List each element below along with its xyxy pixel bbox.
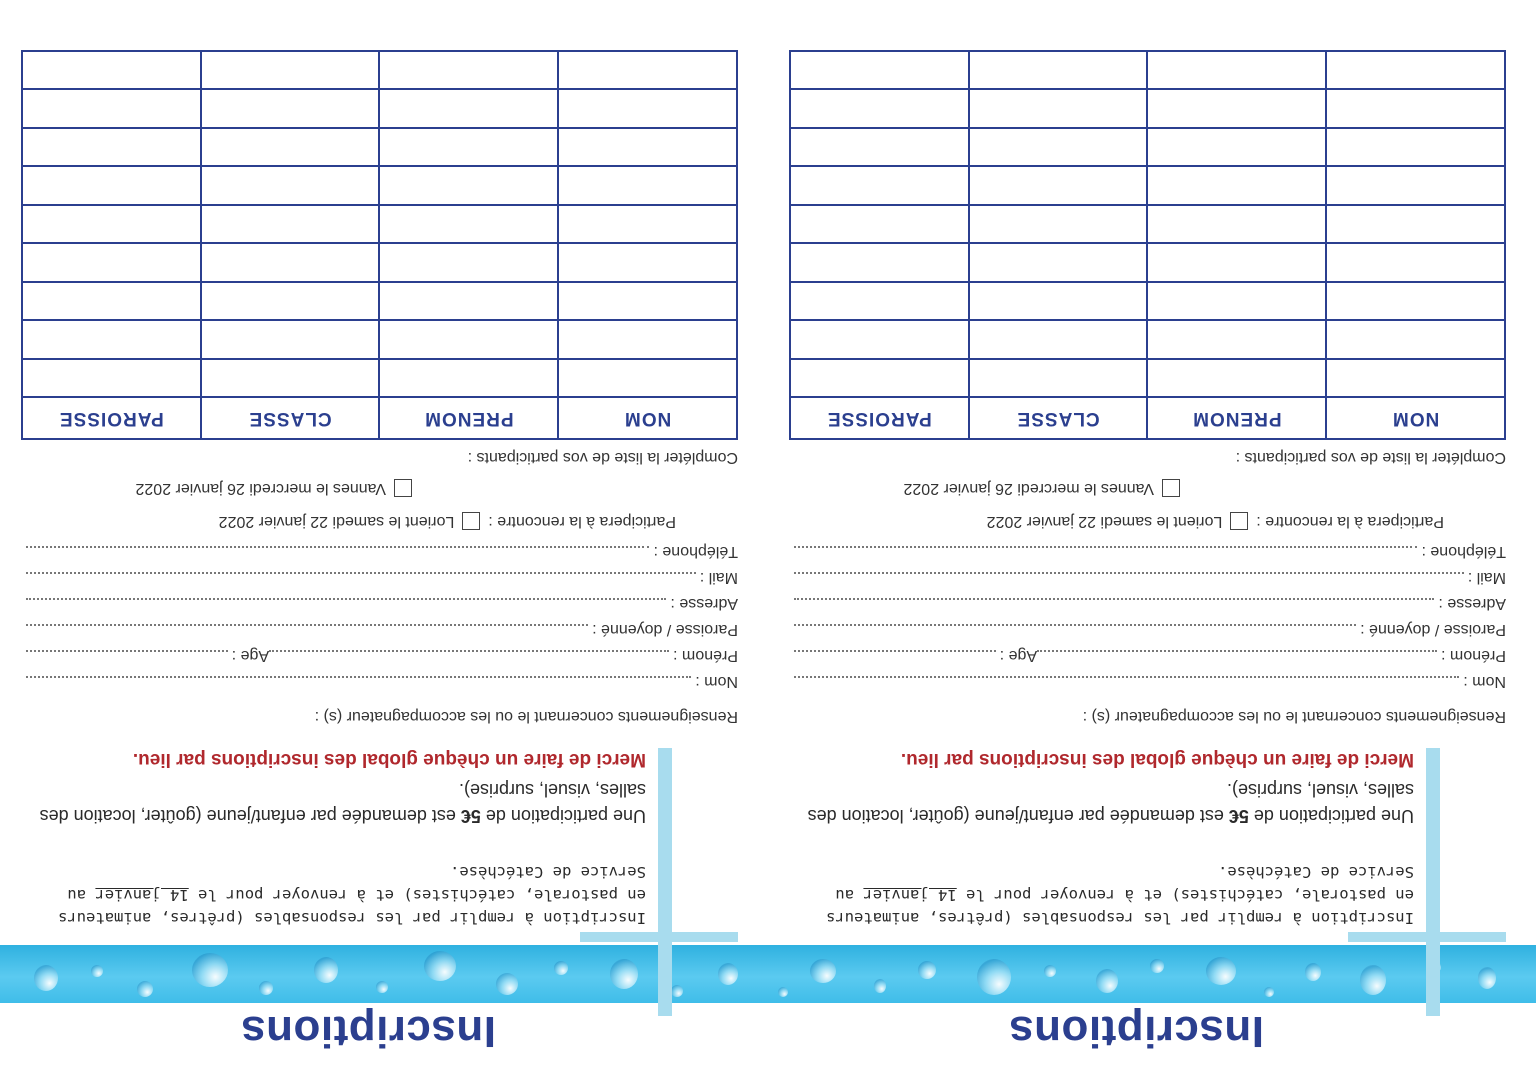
participant-cell[interactable] (201, 90, 380, 128)
fee-amount: 5€ (460, 806, 481, 826)
participants-table (21, 50, 738, 440)
participant-cell[interactable] (1326, 282, 1505, 320)
adresse-field[interactable]: Adresse : (794, 594, 1506, 614)
participant-cell[interactable] (380, 320, 559, 358)
participant-cell[interactable] (22, 359, 201, 397)
fee-amount: 5€ (1228, 806, 1249, 826)
participant-cell[interactable] (790, 90, 969, 128)
participant-row (790, 51, 1505, 90)
participant-cell[interactable] (380, 90, 559, 128)
participant-cell[interactable] (790, 51, 969, 90)
nom-field[interactable]: Nom : (26, 672, 738, 692)
deadline-date: 14 janvier (863, 886, 957, 904)
participant-cell[interactable] (790, 166, 969, 204)
card-title: Inscriptions (1008, 1007, 1264, 1056)
participant-cell[interactable] (1326, 320, 1505, 358)
participant-cell[interactable] (969, 128, 1148, 166)
participant-row (22, 243, 737, 281)
participant-cell[interactable] (1148, 51, 1327, 90)
participant-row (22, 205, 737, 243)
water-drops-banner (0, 945, 768, 1003)
vannes-checkbox[interactable] (394, 479, 412, 497)
participant-cell[interactable] (380, 166, 559, 204)
participant-row (22, 320, 737, 358)
participant-cell[interactable] (969, 243, 1148, 281)
registration-card-1 (768, 0, 1536, 1086)
participant-cell[interactable] (22, 205, 201, 243)
mail-field[interactable]: Mail : (26, 568, 738, 588)
participant-cell[interactable] (201, 128, 380, 166)
participant-cell[interactable] (969, 359, 1148, 397)
col-prenom: PRENOM (380, 397, 559, 439)
prenom-field[interactable]: Prénom : Age : (26, 646, 738, 666)
water-drops-banner (768, 945, 1536, 1003)
participant-cell[interactable] (1326, 166, 1505, 204)
participant-cell[interactable] (201, 359, 380, 397)
participant-cell[interactable] (1326, 128, 1505, 166)
col-prenom: PRENOM (1148, 397, 1327, 439)
col-nom: NOM (558, 397, 737, 439)
participant-cell[interactable] (969, 90, 1148, 128)
cross-horizontal-bar (1348, 932, 1506, 942)
participant-cell[interactable] (1148, 166, 1327, 204)
telephone-field[interactable]: Téléphone : (26, 542, 738, 562)
participant-cell[interactable] (969, 166, 1148, 204)
participant-row (22, 359, 737, 397)
age-label: Age : (999, 647, 1038, 664)
participant-row (790, 359, 1505, 397)
merci-notice: Merci de faire un chèque global des inscriptions par lieu. (132, 749, 646, 770)
participant-cell[interactable] (1148, 282, 1327, 320)
participant-cell[interactable] (558, 166, 737, 204)
participant-cell[interactable] (22, 282, 201, 320)
participant-cell[interactable] (22, 320, 201, 358)
participant-cell[interactable] (558, 282, 737, 320)
participant-row (790, 166, 1505, 204)
participant-cell[interactable] (380, 128, 559, 166)
participant-cell[interactable] (1326, 51, 1505, 90)
completer-label: Compléter la liste de vos participants : (467, 449, 738, 466)
col-paroisse: PAROISSE (790, 397, 969, 439)
cross-vertical-bar (1426, 748, 1440, 1016)
participant-cell[interactable] (22, 166, 201, 204)
telephone-field[interactable]: Téléphone : (794, 542, 1506, 562)
participant-cell[interactable] (1326, 243, 1505, 281)
participant-row (790, 282, 1505, 320)
col-paroisse: PAROISSE (22, 397, 201, 439)
participant-cell[interactable] (22, 51, 201, 90)
participant-row (790, 320, 1505, 358)
card-title: Inscriptions (240, 1007, 496, 1056)
cross-vertical-bar (658, 748, 672, 1016)
participant-cell[interactable] (558, 51, 737, 90)
participant-cell[interactable] (380, 243, 559, 281)
participant-cell[interactable] (790, 205, 969, 243)
participant-cell[interactable] (1326, 205, 1505, 243)
participant-cell[interactable] (201, 282, 380, 320)
adresse-field[interactable]: Adresse : (26, 594, 738, 614)
participera-row: Participera à la rencontre : Lorient le samedi 22 janvier 2022 (986, 513, 1444, 530)
cross-horizontal-bar (580, 932, 738, 942)
participant-row (22, 166, 737, 204)
participant-cell[interactable] (201, 205, 380, 243)
participant-cell[interactable] (790, 243, 969, 281)
participant-cell[interactable] (969, 51, 1148, 90)
participant-row (790, 90, 1505, 128)
lorient-checkbox[interactable] (462, 512, 480, 530)
participant-row (790, 243, 1505, 281)
participant-cell[interactable] (790, 359, 969, 397)
participant-cell[interactable] (1326, 359, 1505, 397)
participant-row (22, 128, 737, 166)
participant-cell[interactable] (969, 320, 1148, 358)
participant-cell[interactable] (1148, 320, 1327, 358)
fee-text: Une participation de 5€ est demandée par enfant/jeune (goûter, location des salles, visuel, surprise). (39, 780, 646, 826)
col-classe: CLASSE (969, 397, 1148, 439)
participant-cell[interactable] (1148, 359, 1327, 397)
prenom-field[interactable]: Prénom : Age : (794, 646, 1506, 666)
nom-field[interactable]: Nom : (794, 672, 1506, 692)
participant-cell[interactable] (22, 128, 201, 166)
participant-cell[interactable] (201, 320, 380, 358)
mail-field[interactable]: Mail : (794, 568, 1506, 588)
participant-row (22, 90, 737, 128)
participant-cell[interactable] (790, 320, 969, 358)
participant-cell[interactable] (380, 205, 559, 243)
participant-cell[interactable] (201, 243, 380, 281)
participant-cell[interactable] (558, 243, 737, 281)
completer-label: Compléter la liste de vos participants : (1235, 449, 1506, 466)
renseignements-heading: Renseignements concernant le ou les accompagnateur (s) : (1082, 708, 1506, 725)
col-classe: CLASSE (201, 397, 380, 439)
intro-text: Inscription à remplir par les responsables (prêtres, animateurs en pastorale, catéchistes) et à renvoyer pour le 14 janvier au Service de Catéchèse. (58, 863, 646, 927)
vannes-row: Vannes le mercredi 26 janvier 2022 (135, 479, 420, 497)
participant-cell[interactable] (969, 282, 1148, 320)
col-nom: NOM (1326, 397, 1505, 439)
participant-cell[interactable] (1148, 243, 1327, 281)
participant-cell[interactable] (380, 51, 559, 90)
paroisse-field[interactable]: Paroisse / doyenné : (26, 620, 738, 640)
participant-cell[interactable] (558, 128, 737, 166)
participant-cell[interactable] (1148, 205, 1327, 243)
participant-cell[interactable] (1148, 128, 1327, 166)
paroisse-field[interactable]: Paroisse / doyenné : (794, 620, 1506, 640)
merci-notice: Merci de faire un chèque global des inscriptions par lieu. (900, 749, 1414, 770)
fee-text: Une participation de 5€ est demandée par enfant/jeune (goûter, location des salles, visuel, surprise). (807, 780, 1414, 826)
intro-text: Inscription à remplir par les responsables (prêtres, animateurs en pastorale, catéchistes) et à renvoyer pour le 14 janvier au Service de Catéchèse. (826, 863, 1414, 927)
participant-row (790, 205, 1505, 243)
vannes-row: Vannes le mercredi 26 janvier 2022 (903, 479, 1188, 497)
age-label: Age : (231, 647, 270, 664)
participant-cell[interactable] (1148, 90, 1327, 128)
participant-cell[interactable] (558, 320, 737, 358)
participants-table (789, 50, 1506, 440)
participant-cell[interactable] (1326, 90, 1505, 128)
participant-cell[interactable] (558, 205, 737, 243)
participant-cell[interactable] (201, 166, 380, 204)
participant-cell[interactable] (558, 90, 737, 128)
participant-cell[interactable] (22, 90, 201, 128)
vannes-checkbox[interactable] (1162, 479, 1180, 497)
participant-cell[interactable] (380, 359, 559, 397)
participant-cell[interactable] (201, 51, 380, 90)
participant-row (22, 282, 737, 320)
deadline-date: 14 janvier (95, 886, 189, 904)
participant-cell[interactable] (558, 359, 737, 397)
participera-row: Participera à la rencontre : Lorient le samedi 22 janvier 2022 (218, 513, 676, 530)
renseignements-heading: Renseignements concernant le ou les accompagnateur (s) : (314, 708, 738, 725)
participant-cell[interactable] (969, 205, 1148, 243)
participant-cell[interactable] (790, 282, 969, 320)
lorient-checkbox[interactable] (1230, 512, 1248, 530)
participant-row (22, 51, 737, 90)
participant-cell[interactable] (22, 243, 201, 281)
participant-cell[interactable] (380, 282, 559, 320)
participant-cell[interactable] (790, 128, 969, 166)
participant-row (790, 128, 1505, 166)
